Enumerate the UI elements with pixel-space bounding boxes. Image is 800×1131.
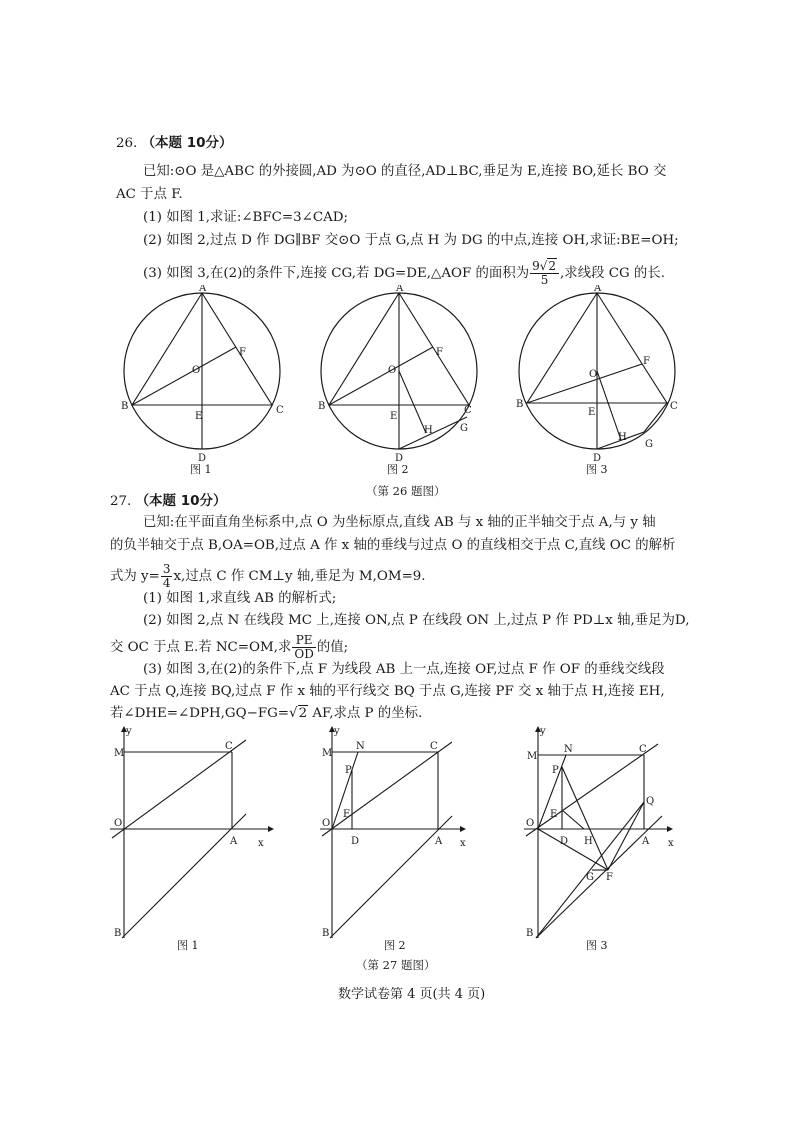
- q26-points: （本题 10分）: [141, 135, 233, 151]
- q27-ratio-num: PE: [292, 634, 315, 648]
- line-oc: [322, 742, 452, 836]
- q27-stem-line1: 已知:在平面直角坐标系中,点 O 为坐标原点,直线 AB 与 x 轴的正半轴交于点 A,与 y 轴: [143, 515, 656, 530]
- q27-slope-den: 4: [162, 576, 171, 590]
- label-c: C: [639, 744, 647, 755]
- q26-stem-line2: AC 于点 F.: [116, 187, 183, 202]
- label-x: x: [460, 838, 466, 849]
- line-ab: [122, 814, 246, 938]
- q27-part3-line1: (3) 如图 3,在(2)的条件下,点 F 为线段 AB 上一点,连接 OF,过点 F 作 OF 的垂线交线段: [143, 662, 665, 677]
- q27-ratio-fraction: [292, 634, 315, 661]
- q26-part2: (2) 如图 2,过点 D 作 DG∥BF 交⊙O 于点 G,点 H 为 DG 的中点,连接 OH,求证:BE=OH;: [143, 233, 679, 248]
- segment-dg: [399, 417, 467, 449]
- label-y: y: [126, 726, 132, 737]
- label-q: Q: [646, 796, 655, 807]
- label-m: M: [114, 748, 125, 759]
- q26-part1: (1) 如图 1,求证:∠BFC=3∠CAD;: [143, 210, 349, 225]
- label-e: E: [550, 809, 558, 820]
- q27-part3-pre: 若∠DHE=∠DPH,GQ−FG=: [110, 706, 290, 721]
- q26-area-den: 5: [540, 273, 549, 287]
- segment-oh: [597, 371, 621, 440]
- line-oc: [526, 744, 658, 836]
- q26-area-root: 2: [548, 259, 557, 273]
- label-d: D: [351, 836, 360, 847]
- label-o: O: [322, 818, 331, 829]
- q27-stem3-pre: 式为 y=: [110, 569, 160, 584]
- segment-bf: [527, 364, 642, 403]
- label-h: H: [424, 425, 433, 436]
- q27-part3-line3: 若∠DHE=∠DPH,GQ−FG=√2 AF,求点 P 的坐标.: [110, 706, 423, 721]
- label-c: C: [670, 401, 678, 412]
- label-c: C: [276, 405, 284, 416]
- q27-stem-line2: 的负半轴交于点 B,OA=OB,过点 A 作 x 轴的垂线与过点 O 的直线相交于点 C,直线 OC 的解析: [110, 538, 676, 553]
- q27-part2-line1: (2) 如图 2,点 N 在线段 MC 上,连接 ON,点 P 在线段 ON 上,过点 P 作 PD⊥x 轴,垂足为D,: [143, 613, 690, 628]
- q27-part1: (1) 如图 1,求直线 AB 的解析式;: [143, 591, 337, 606]
- q27-part3-post: AF,求点 P 的坐标.: [308, 706, 423, 721]
- segment-bf: [132, 347, 236, 405]
- q27-fig3-label: 图 3: [586, 939, 608, 952]
- label-a: A: [230, 836, 238, 847]
- q26-number: 26.: [116, 136, 138, 151]
- label-x: x: [258, 838, 264, 849]
- label-y: y: [334, 726, 340, 737]
- label-f: F: [606, 872, 613, 883]
- x-arrow-icon: [667, 826, 673, 832]
- q26-part3-pre: (3) 如图 3,在(2)的条件下,连接 CG,若 DG=DE,△AOF 的面积为: [143, 266, 530, 281]
- label-c: C: [430, 741, 438, 752]
- label-o: O: [388, 365, 397, 376]
- q26-fig3-label: 图 3: [586, 463, 608, 476]
- q27-root: 2: [298, 706, 308, 721]
- segment-pf: [562, 767, 608, 870]
- q26-figure-3: [510, 285, 690, 463]
- label-x: x: [668, 838, 674, 849]
- label-o: O: [526, 818, 535, 829]
- q27-slope-fraction: [161, 563, 173, 590]
- q26-fig2-label: 图 2: [387, 463, 409, 476]
- label-b: B: [516, 399, 524, 410]
- q27-header: [110, 492, 227, 511]
- q27-ratio-den: OD: [294, 647, 314, 661]
- label-g: G: [460, 423, 468, 434]
- label-m: M: [322, 748, 333, 759]
- label-a: A: [396, 285, 404, 294]
- label-b: B: [322, 928, 330, 939]
- q26-area-fraction: $\frac{9√2}{5}$: [530, 260, 559, 287]
- label-d: D: [395, 453, 404, 463]
- q26-figure-1: [115, 285, 295, 463]
- label-a: A: [642, 836, 650, 847]
- label-e: E: [588, 407, 596, 418]
- label-a: A: [594, 285, 602, 294]
- label-f: F: [436, 347, 443, 358]
- q26-area-coef: 9: [532, 259, 540, 273]
- label-d: D: [198, 453, 207, 463]
- label-g: G: [586, 872, 594, 883]
- label-o: O: [589, 369, 598, 380]
- line-ab: [330, 816, 452, 938]
- q26-part3: [143, 260, 665, 287]
- label-b: B: [526, 928, 534, 939]
- label-d: D: [560, 836, 569, 847]
- q26-fig1-label: 图 1: [190, 463, 212, 476]
- q26-figure-2: [312, 285, 492, 463]
- label-c: C: [225, 741, 233, 752]
- label-p: P: [552, 765, 559, 776]
- q27-figure-2: [318, 722, 490, 942]
- line-oc: [112, 740, 246, 838]
- label-b: B: [121, 401, 129, 412]
- line-ab: [536, 816, 662, 938]
- q26-part3-post: ,求线段 CG 的长.: [560, 266, 665, 281]
- label-e: E: [195, 411, 203, 422]
- label-h: H: [618, 432, 627, 443]
- label-m: M: [527, 751, 538, 762]
- q27-slope-num: 3: [162, 562, 171, 576]
- x-arrow-icon: [268, 826, 274, 832]
- segment-cg: [644, 403, 667, 432]
- q26-header: [116, 134, 233, 153]
- label-h: H: [584, 836, 593, 847]
- q27-part2-pre: 交 OC 于点 E.若 NC=OM,求: [110, 640, 292, 655]
- label-a: A: [435, 836, 443, 847]
- label-p: P: [345, 765, 352, 776]
- label-b: B: [114, 928, 122, 939]
- q27-points: （本题 10分）: [135, 493, 227, 509]
- label-e: E: [343, 809, 351, 820]
- x-arrow-icon: [460, 826, 466, 832]
- label-f: F: [643, 356, 650, 367]
- segment-fq: [608, 802, 644, 870]
- q27-stem-line3: [110, 563, 426, 590]
- segment-bq: [536, 802, 644, 938]
- q27-figure-caption: （第 27 题图）: [356, 958, 436, 972]
- label-g: G: [645, 439, 653, 450]
- label-a: A: [199, 285, 207, 294]
- segment-eh: [562, 810, 584, 829]
- q27-part2-post: 的值;: [316, 640, 349, 655]
- label-o: O: [192, 365, 201, 376]
- q27-figure-1: [108, 722, 280, 942]
- q27-fig2-label: 图 2: [384, 939, 406, 952]
- q27-part3-line2: AC 于点 Q,连接 BQ,过点 F 作 x 轴的平行线交 BQ 于点 G,连接 PF 交 x 轴于点 H,连接 EH,: [110, 684, 665, 699]
- label-n: N: [564, 744, 573, 755]
- label-f: F: [239, 347, 246, 358]
- q26-figure-caption: （第 26 题图）: [366, 484, 446, 498]
- label-d: D: [593, 453, 602, 463]
- label-e: E: [390, 411, 398, 422]
- segment-of: [538, 829, 608, 870]
- segment-oh: [399, 371, 426, 433]
- q27-figure-3: [522, 722, 697, 942]
- q27-stem3-post: x,过点 C 作 CM⊥y 轴,垂足为 M,OM=9.: [173, 569, 426, 584]
- label-o: O: [114, 818, 123, 829]
- label-c: C: [464, 405, 472, 416]
- q27-part2-line2: [110, 634, 348, 661]
- q27-number: 27.: [110, 494, 132, 509]
- label-y: y: [540, 726, 546, 737]
- page-footer: 数学试卷第 4 页(共 4 页): [338, 987, 486, 1002]
- segment-bf: [329, 347, 433, 405]
- q27-fig1-label: 图 1: [177, 939, 199, 952]
- label-n: N: [356, 741, 365, 752]
- label-b: B: [318, 401, 326, 412]
- q26-stem-line1: 已知:⊙O 是△ABC 的外接圆,AD 为⊙O 的直径,AD⊥BC,垂足为 E,连接 BO,延长 BO 交: [143, 164, 667, 179]
